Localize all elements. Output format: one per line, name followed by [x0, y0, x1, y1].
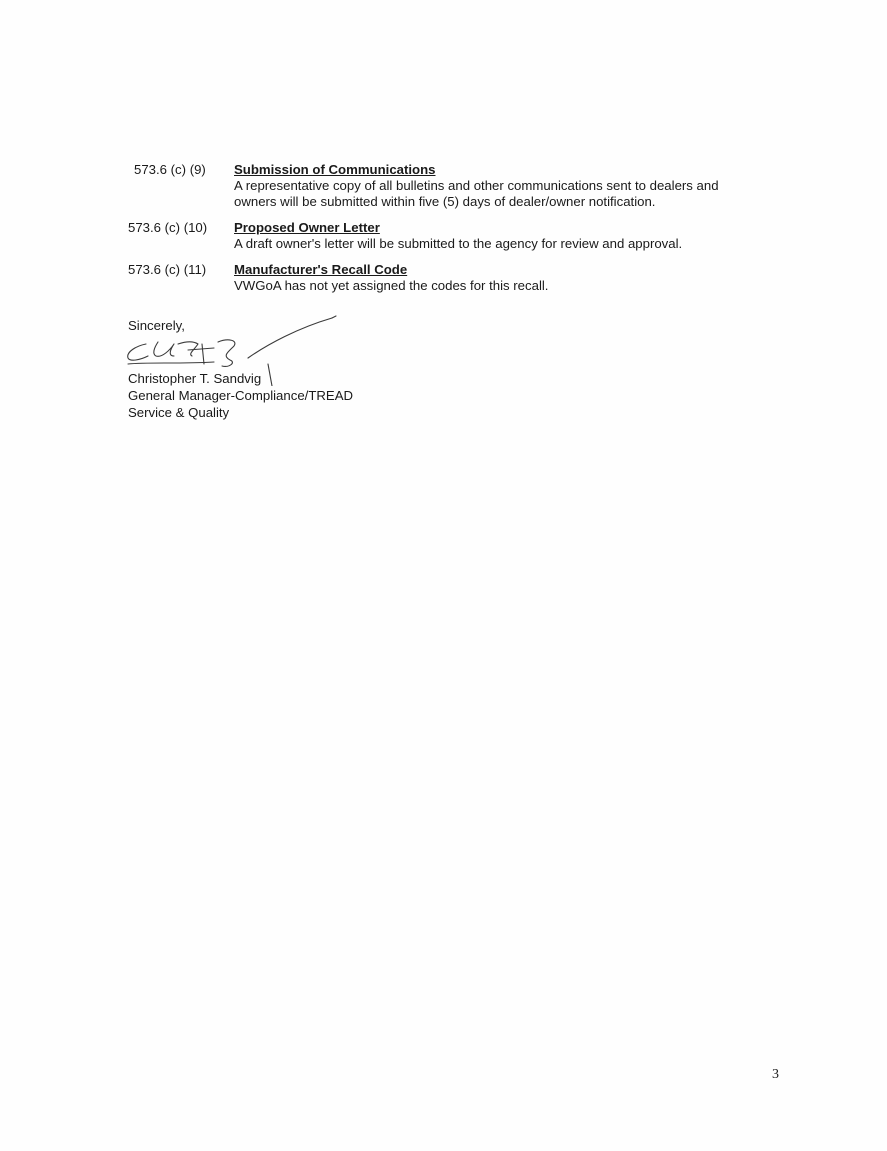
section-body [234, 262, 774, 294]
signer-block [128, 370, 353, 421]
closing-salutation: Sincerely, [128, 318, 185, 333]
section-body [234, 220, 774, 252]
section-text: A representative copy of all bulletins and other communications sent to dealers and owners will be submitted within five (5) days of dealer/owner notification. [234, 178, 719, 209]
section-text: A draft owner's letter will be submitted to the agency for review and approval. [234, 236, 683, 251]
section-code: 573.6 (c) (9) [134, 162, 206, 177]
section-body [234, 162, 774, 210]
signer-department: Service & Quality [128, 405, 230, 420]
section-code: 573.6 (c) (10) [128, 220, 208, 235]
section-code: 573.6 (c) (11) [128, 262, 207, 277]
signer-title: General Manager-Compliance/TREAD [128, 388, 354, 403]
page-number: 3 [772, 1067, 779, 1082]
section-heading: Submission of Communications [234, 162, 436, 177]
section-heading: Manufacturer's Recall Code [234, 262, 408, 277]
signer-name: Christopher T. Sandvig [128, 371, 262, 386]
section-text: VWGoA has not yet assigned the codes for this recall. [234, 278, 549, 293]
section-heading: Proposed Owner Letter [234, 220, 380, 235]
